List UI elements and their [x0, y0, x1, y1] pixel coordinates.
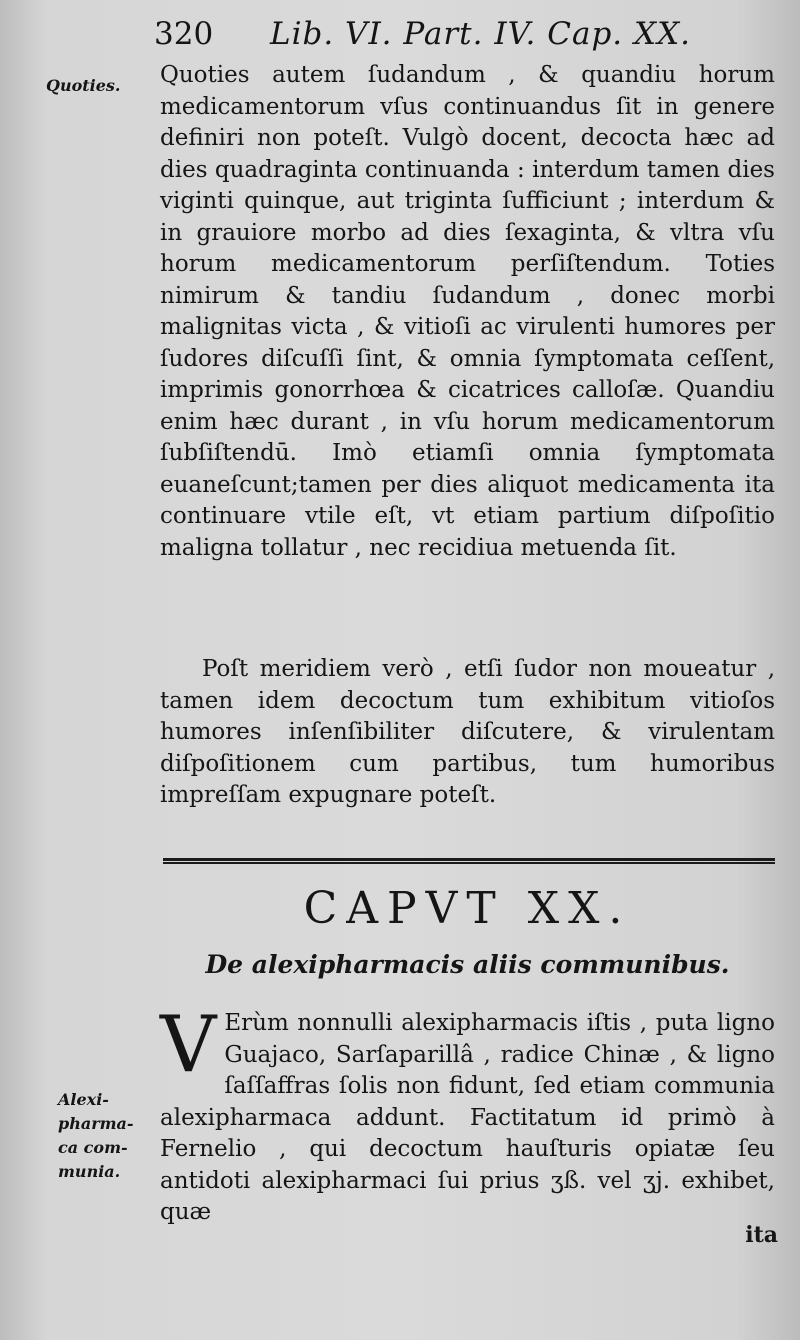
margin-note-line: ca com-: [58, 1138, 128, 1157]
margin-note-line: munia.: [58, 1162, 121, 1181]
margin-note-quoties: Quoties.: [46, 76, 121, 95]
paragraph-quoties: [160, 60, 775, 564]
paragraph-post-meridiem: [160, 654, 775, 812]
page-number: 320: [154, 16, 214, 52]
drop-cap: V: [160, 1000, 217, 1090]
running-head: Lib. VI. Part. IV. Cap. XX.: [270, 16, 691, 52]
margin-note-line: pharma-: [58, 1114, 134, 1133]
page-header: [150, 14, 710, 54]
chapter-subtitle: De alexipharmacis aliis communibus.: [205, 950, 730, 979]
chapter-title: CAPVT XX.: [303, 883, 632, 934]
catchword: ita: [745, 1222, 778, 1248]
paragraph-text: Poſt meridiem verò , etſi ſudor non moueatur , tamen idem decoctum tum exhibitum vitioſos humores inſenſibiliter diſcutere, & virulentam diſpoſitionem cum partibus, tum humoribus impreſſam expugnare poteſt.: [160, 656, 775, 808]
paragraph-verum: [160, 1000, 775, 1229]
margin-note-alexipharmaca: [58, 1088, 153, 1184]
margin-note-line: Alexi-: [58, 1090, 109, 1109]
paragraph-text: Quoties autem ſudandum , & quandiu horum medicamentorum vſus continuandus ſit in genere definiri non poteſt. Vulgò docent, decocta hæc ad dies quadraginta continuanda : interdum tamen dies viginti quinque, aut triginta ſufficiunt ; interdum & in grauiore morbo ad dies ſexaginta, & vltra vſu horum medicamentorum perſiſtendum. Toties nimirum & tandiu ſudandum , donec morbi malignitas victa , & vitioſi ac virulenti humores per ſudores diſcuſſi ſint, & omnia ſymptomata ceſſent, imprimis gonorrhœa & cicatrices calloſæ. Quandiu enim hæc durant , in vſu horum medicamentorum ſubſiſtendū. Imò etiamſi omnia ſymptomata euaneſcunt;tamen per dies aliquot medicamenta ita continuare vtile eſt, vt etiam partium diſpoſitio maligna tollatur , nec recidiua metuenda ſit.: [160, 62, 775, 561]
chapter-divider-rule: [163, 858, 775, 864]
paragraph-text: Erùm nonnulli alexipharmacis iſtis , puta ligno Guajaco, Sarſaparillâ , radice Chinæ , & ligno ſaſſaffras ſolis non fidunt, ſed etiam communia alexipharmaca addunt. Factitatum id primò à Fernelio , qui decoctum hauſturis opiatæ ſeu antidoti alexipharmaci ſui prius ʒß. vel ʒj. exhibet, quæ: [160, 1010, 775, 1225]
